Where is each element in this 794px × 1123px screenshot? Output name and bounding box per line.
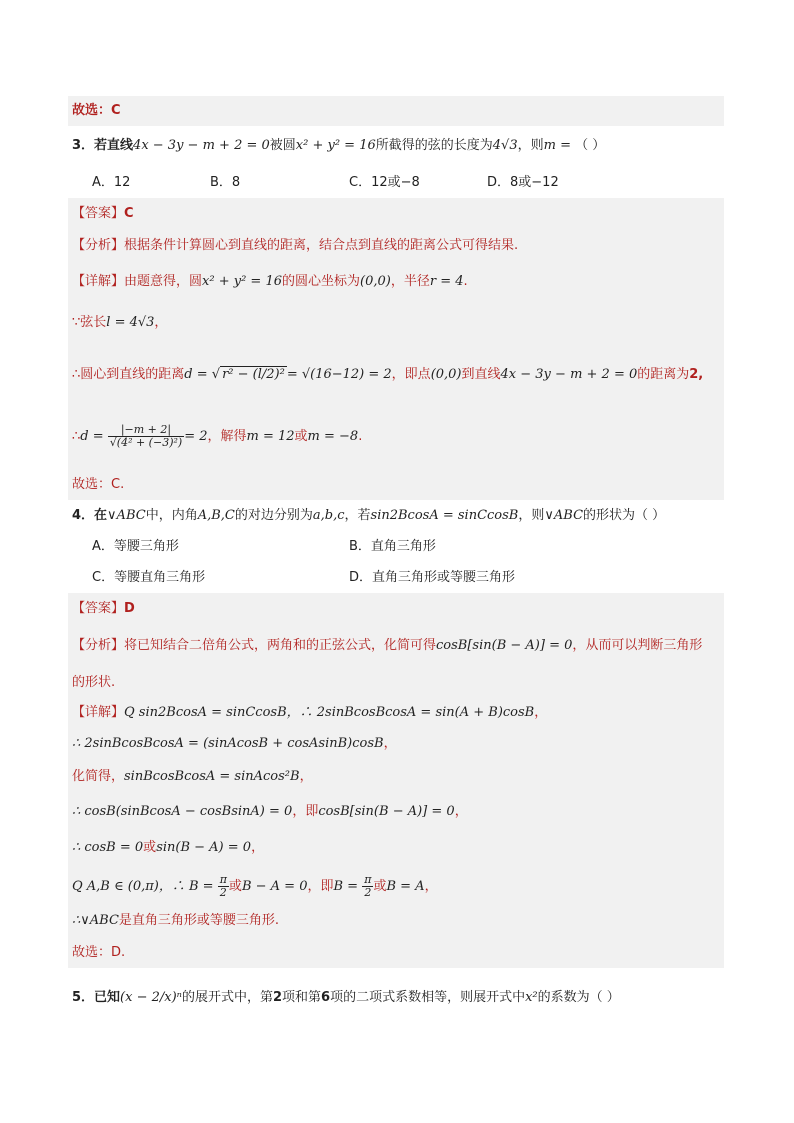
q4-option-c: C．等腰直角三角形 (92, 570, 206, 585)
q3-text: 所截得的弦的长度为 (375, 138, 493, 153)
prev-answer-block (68, 96, 724, 126)
q3-text: 被圆 (269, 138, 296, 153)
q3-detail-4: ∴d = $\frac{|-m + 2|}{\text{√(4² + (−3)²)}}$ = 2，解得m = 12或m = −8. (72, 423, 363, 449)
q4-pi-over-2: $\frac{\pi}{2}$ (219, 873, 227, 899)
q4-pi-over-2-b: $\frac{\pi}{2}$ (364, 873, 372, 899)
q3-analysis: 【分析】根据条件计算圆心到直线的距离，结合点到直线的距离公式可得结果. (72, 238, 519, 253)
q4-analysis-2: 的形状. (72, 675, 116, 690)
q3-number: 3．若直线 (72, 138, 134, 153)
q4-detail-2: ∴ 2sinBcosBcosA = (sinAcosB + cosAsinB)cosB， (72, 736, 397, 751)
q3-chord: 4√3 (492, 138, 518, 153)
q4-final: 故选：D. (72, 945, 126, 960)
q4-stem: 4．在∨ABC中，内角A,B,C的对边分别为a,b,c，若sin2BcosA = sinCcosB，则∨ABC的形状为（ ） (72, 508, 666, 523)
q3-circle-eq: x² + y² = 16 (295, 138, 376, 153)
q4-detail-4: ∴ cosB(sinBcosA − cosBsinA) = 0，即cosB[sin(B − A)] = 0， (72, 804, 468, 819)
q4-answer: 【答案】D (72, 601, 135, 616)
q3-option-a: A．12 (92, 175, 131, 190)
q3-final: 故选：C. (72, 477, 125, 492)
q4-detail-6: Q A,B ∈ (0,π)，∴ B = $\frac{\pi}{2}$ 或B − A = 0，即B = $\frac{\pi}{2}$ 或B = A， (72, 873, 438, 899)
q4-option-d: D．直角三角形或等腰三角形 (349, 570, 516, 585)
q4-option-b: B．直角三角形 (349, 539, 436, 554)
q3-stem (72, 136, 605, 156)
q3-paren: （ ） (575, 138, 606, 153)
q3-distance-fraction: $\frac{|-m + 2|}{\text{√(4² + (−3)²)}}$ (109, 423, 183, 449)
q3-answer: 【答案】C (72, 206, 134, 221)
q3-text: ，则 (517, 138, 544, 153)
q3-detail-1: 【详解】由题意得，圆x² + y² = 16的圆心坐标为(0,0)，半径r = 4. (72, 274, 468, 289)
q3-option-b: B．8 (210, 175, 241, 190)
q3-detail-3: ∴圆心到直线的距离d = √ r² − (l/2)² = √(16−12) = 2，即点(0,0)到直线4x − 3y − m + 2 = 0的距离为2, (72, 367, 704, 382)
q5-binomial: (x − 2/x)ⁿ (120, 990, 182, 1005)
q3-m: m = (543, 138, 576, 153)
q3-line-eq: 4x − 3y − m + 2 = 0 (133, 138, 270, 153)
q3-detail-2: ∵弦长l = 4√3， (72, 315, 168, 330)
q3-option-c: C．12或−8 (349, 175, 420, 190)
q4-detail-3: 化简得，sinBcosBcosA = sinAcos²B， (72, 769, 313, 784)
q3-option-d: D．8或−12 (487, 175, 559, 190)
q4-option-a: A．等腰三角形 (92, 539, 179, 554)
q4-detail-7: ∴∨ABC是直角三角形或等腰三角形. (72, 913, 280, 928)
q4-detail-1: 【详解】Q sin2BcosA = sinCcosB，∴ 2sinBcosBcosA = sin(A + B)cosB， (72, 705, 548, 720)
prev-answer-line: 故选：C (72, 103, 121, 118)
q4-detail-5: ∴ cosB = 0或sin(B − A) = 0， (72, 840, 265, 855)
q5-stem: 5．已知(x − 2/x)ⁿ的展开式中，第2项和第6项的二项式系数相等，则展开式中x²的系数为（ ） (72, 990, 620, 1005)
q4-analysis-1: 【分析】将已知结合二倍角公式，两角和的正弦公式，化简可得cosB[sin(B − A)] = 0，从而可以判断三角形 (72, 638, 703, 653)
